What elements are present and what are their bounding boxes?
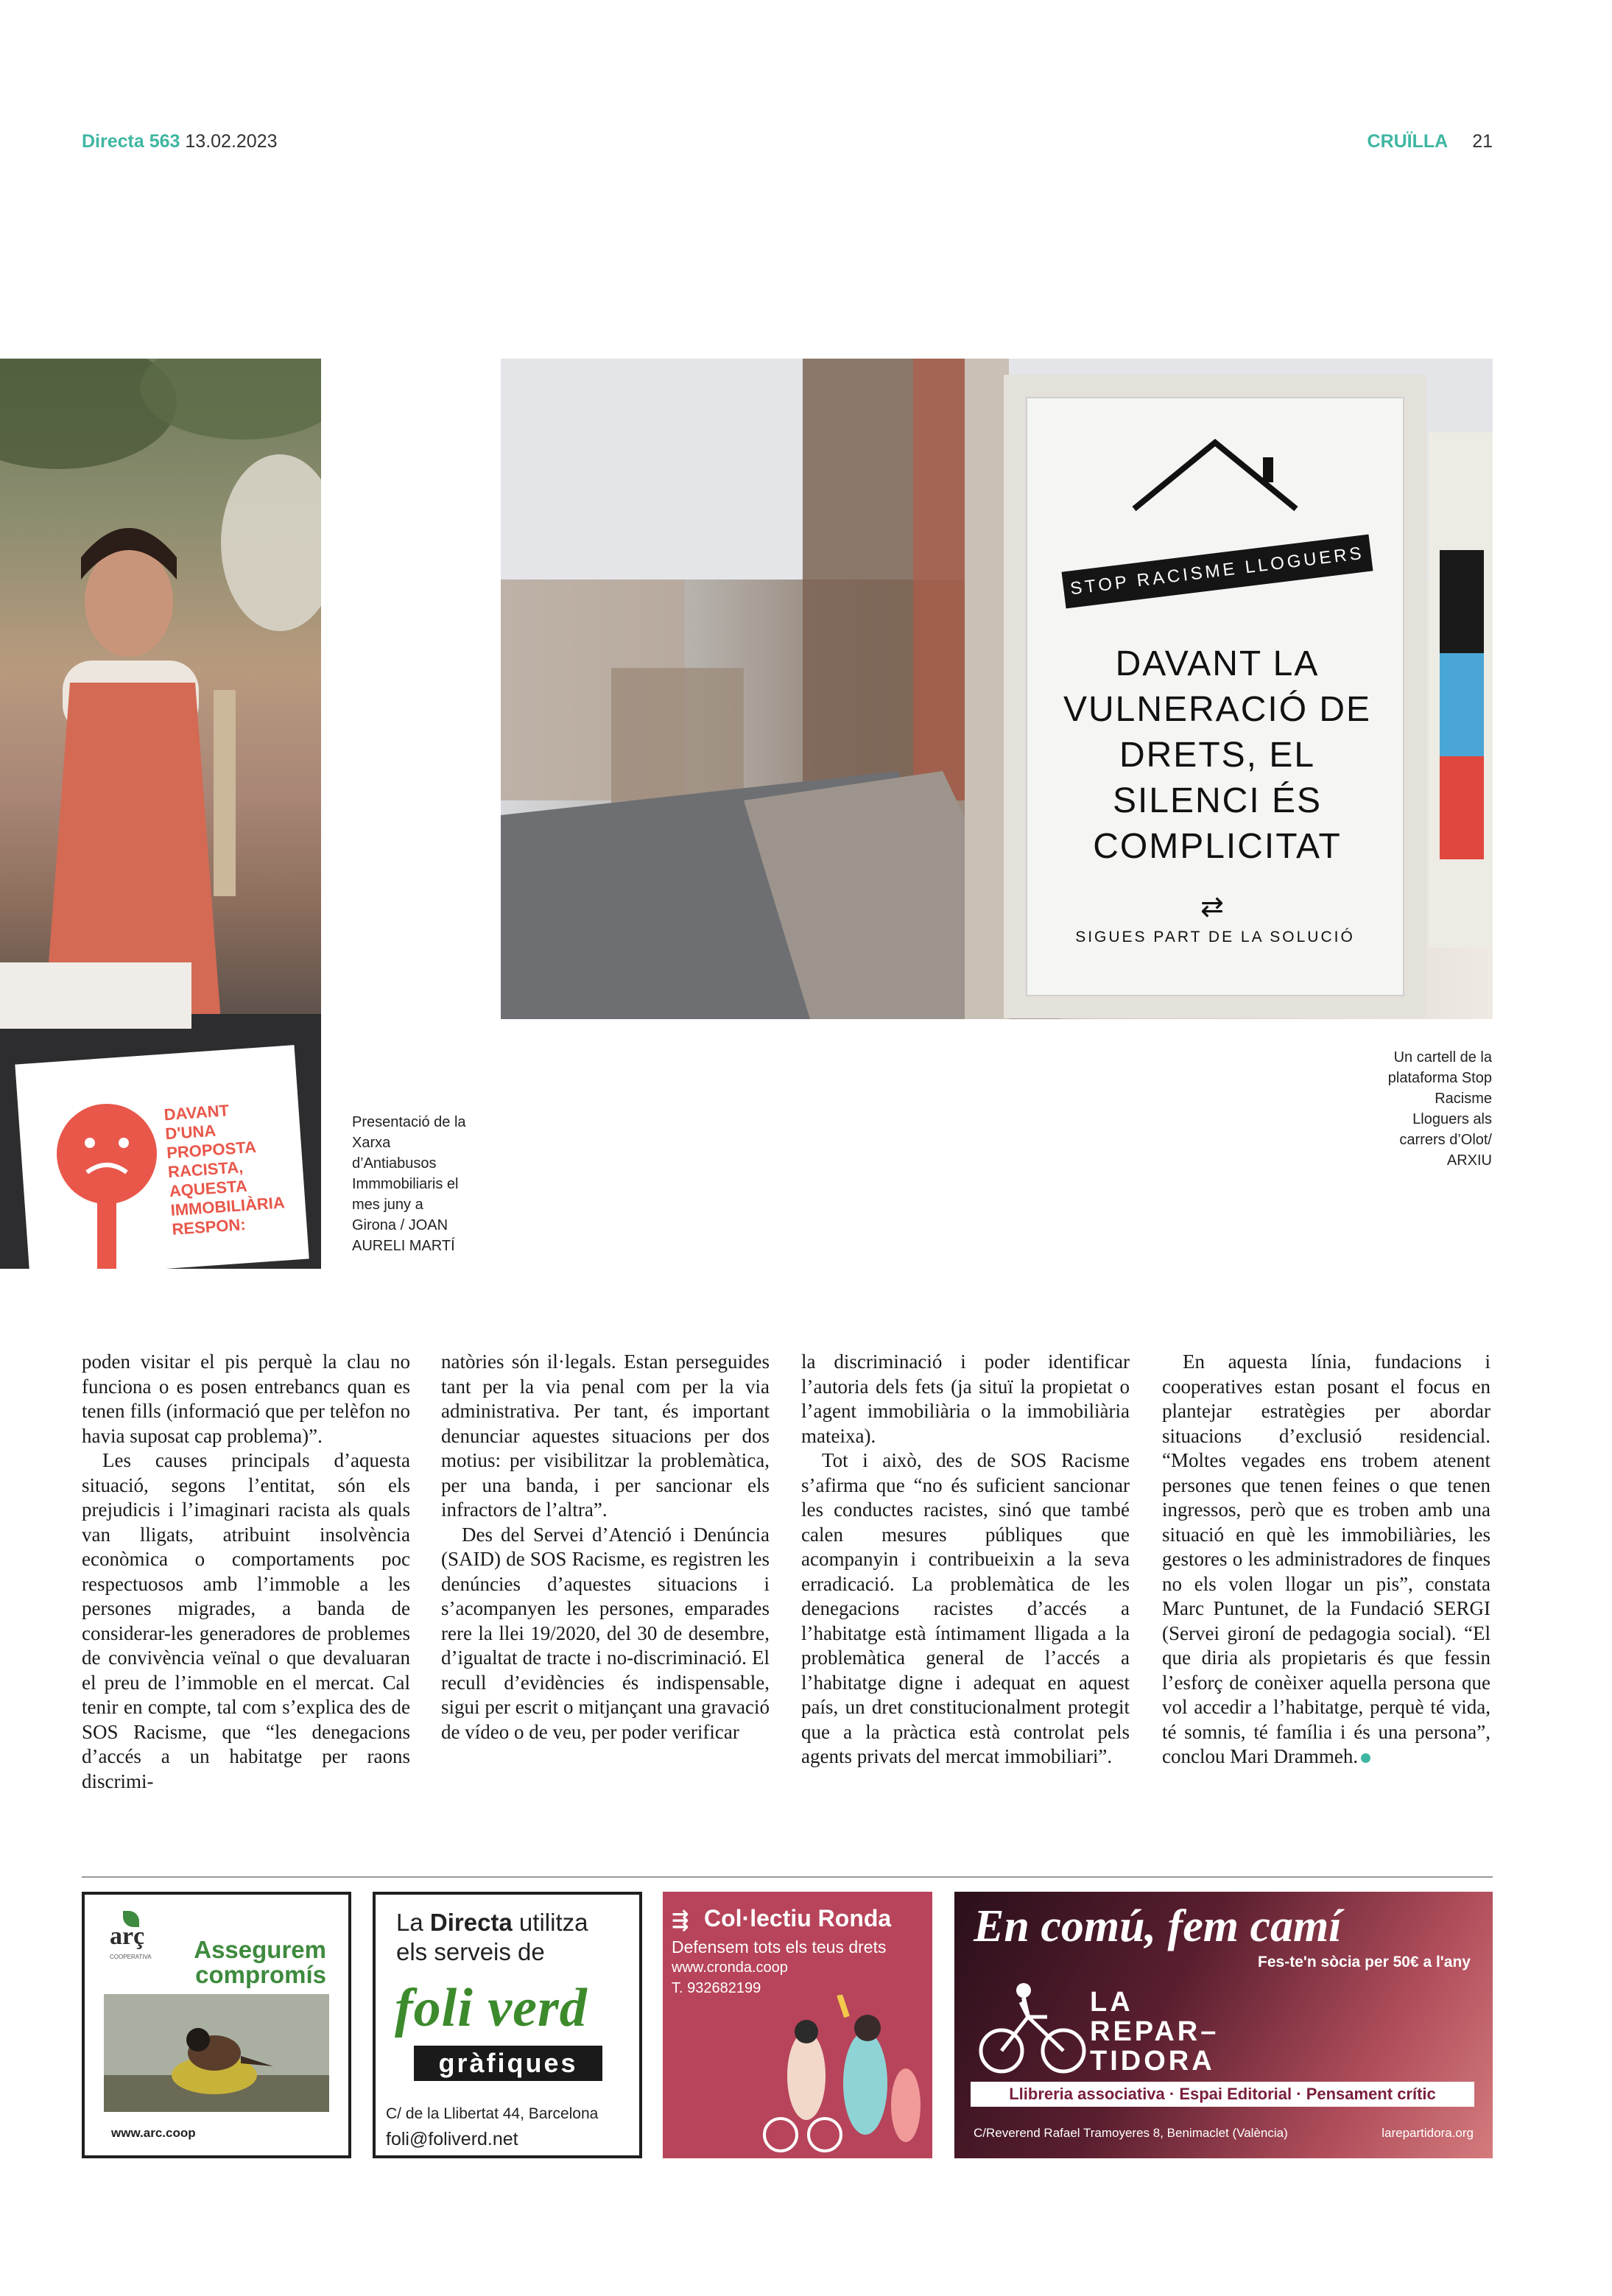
ronda-slogan: Defensem tots els teus drets [672,1937,887,1957]
paragraph: la discriminació i poder identificar l’autoria dels fets (ja situï la propietat o l’agent immobiliària o la immobiliària mateixa). [801,1351,1130,1447]
foliverd-address: C/ de la Llibertat 44, Barcelona [386,2105,599,2122]
repartidora-tagline: Llibreria associativa · Espai Editorial · Pensament crític [971,2082,1474,2107]
article-column-1 [82,1350,410,1794]
page-number: 21 [1472,131,1493,152]
foliverd-intro [396,1908,588,1967]
poster-footer: SIGUES PART DE LA SOLUCIÓ [1075,929,1355,945]
repartidora-sub: Fes-te'n sòcia per 50€ a l'any [1258,1954,1471,1971]
section-name: CRUÏLLA [1367,131,1449,152]
publication-name: Directa 563 [82,131,180,152]
ad-arc[interactable] [82,1892,351,2158]
repartidora-brand-line2: REPAR– [1090,2016,1219,2047]
photo-poster [501,359,1493,1019]
ronda-title: Col·lectiu Ronda [704,1905,892,1931]
poster [1026,397,1404,996]
house-roof-icon [1027,398,1403,546]
paragraph: natòries són il·legals. Estan perseguides tant per la via penal com per la via administrativa. Per tant, és important denunciar aquestes situacions per dos motius: per visibilitzar la problemàtica, per una banda, i per sancionar els infractors de l’altra”. [441,1351,770,1521]
foliverd-brand: foli verd [395,1978,588,2038]
ronda-url[interactable]: www.cronda.coop [672,1959,788,1976]
article-column-2 [441,1350,770,1744]
arc-slogan [194,1937,326,1987]
protest-sign-text: DAVANT D'UNA PROPOSTA RACISTA, AQUESTA IMMOBILIÀRIA RESPON: [163,1101,285,1239]
paragraph-text: En aquesta línia, fundacions i cooperatives estan posant el focus en plantejar estratègies per abordar situacions d’exclusió residencial. “Moltes vegades ens trobem atenent persones que tenen feines o que tenen ingressos, però que es troben amb una situació en què les immobiliàries, les gestores o les administradores de finques no els volen llogar un pis”, constata Marc Puntunet, de la Fundació SERGI (Servei gironí de pedagogia social). “El que diria als propietaris és que fessin l’esforç de conèixer aquella persona que vol accedir a l’habitatge, perquè té vida, té somnis, té família i és una persona”, conclou Mari Drammeh. [1162,1351,1490,1767]
bicycle-icon [976,1980,1087,2076]
repartidora-url[interactable]: larepartidora.org [1382,2126,1474,2140]
ad-la-repartidora[interactable] [954,1892,1493,2158]
bird-photo [104,1994,329,2112]
paragraph [1162,1350,1490,1769]
poster-band: STOP RACISME LLOGUERS [1062,535,1373,609]
arc-logo-sub: COOPERATIVA [110,1954,152,1960]
ad-foliverd[interactable] [373,1892,642,2158]
repartidora-address: C/Reverend Rafael Tramoyeres 8, Benimaclet (València) [974,2126,1288,2140]
photo-presentation [0,359,321,1269]
repartidora-headline: En comú, fem camí [974,1901,1342,1951]
repartidora-brand-line1: LA [1090,1987,1133,2018]
end-of-article-dot-icon [1361,1753,1370,1763]
ad-collectiu-ronda[interactable] [663,1892,932,2158]
issue-date: 13.02.2023 [185,131,278,152]
article-column-3 [801,1350,1130,1769]
foliverd-line1-post: utilitza [512,1909,588,1936]
ads-divider [82,1876,1493,1878]
ronda-illustration [736,1995,932,2158]
arc-slogan-line1: Assegurem [194,1936,326,1963]
foliverd-line1-pre: La [396,1909,430,1936]
ronda-phone: T. 932682199 [672,1980,761,1996]
arc-logo: arç [110,1923,145,1950]
article-column-4 [1162,1350,1490,1769]
foliverd-line1-bold: Directa [429,1909,513,1936]
paragraph: Les causes principals d’aquesta situació, segons l’entitat, són els prejudicis i l’imaginari racista als quals van lligats, atribuint insolvència econòmica o comportaments poc respectuosos amb l’immoble a les persones migrades, a banda de considerar-les generadores de problemes de convivència veïnal o que devaluaran el preu de l’immoble en el mercat. Cal tenir en compte, tal com s’explica des de SOS Racisme, que “les denegacions d’accés a un habitatge per raons discrimi- [82,1449,410,1792]
poster-slogan: DAVANT LA VULNERACIÓ DE DRETS, EL SILENCI ÉS COMPLICITAT [1063,644,1372,866]
paragraph: poden visitar el pis perquè la clau no funciona o es posen entrebancs quan es tenen fills (informació que per telèfon no havia suposat cap problema)”. [82,1351,410,1447]
repartidora-brand [1090,1987,1219,2076]
ronda-logo-icon: ⇶ [672,1909,689,1931]
paragraph: Tot i això, des de SOS Racisme s’afirma que “no és suficient sancionar les conductes racistes, sinó que també calen mesures públiques que acompanyin i contribueixin a la seva erradicació. La problemàtica de les denegacions racistes d’accés a l’habitatge està íntimament lligada a la problemàtica general de l’accés a l’habitatge digne i adequat en aquest país, un dret constitucionalment protegit que a la pràctica està controlat pels agents privats del mercat immobiliari”. [801,1449,1130,1767]
foliverd-line2: els serveis de [396,1938,545,1965]
exchange-arrows-icon: ⇄ [1200,890,1224,923]
repartidora-brand-line3: TIDORA [1090,2046,1215,2077]
paragraph: Des del Servei d’Atenció i Denúncia (SAID) de SOS Racisme, es registren les denúncies d’aquestes situacions i s’acompanyen les persones, emparades rere la llei 19/2020, del 30 de desembre, d’igualtat de tracte i no-discriminació. El recull d’evidències és indispensable, sigui per escrit o mitjançant una gravació de vídeo o de veu, per poder verificar [441,1523,770,1743]
foliverd-brand-sub: gràfiques [414,2046,602,2081]
photo-scene [0,359,321,1269]
arc-url[interactable]: www.arc.coop [111,2126,196,2140]
photo-caption-left: Presentació de la Xarxa d’Antiabusos Immmobiliaris el mes juny a Girona / JOAN AURELI MARTÍ [352,1114,466,1254]
foliverd-email[interactable]: foli@foliverd.net [386,2129,518,2149]
photo-caption-right: Un cartell de la plataforma Stop Racisme Lloguers als carrers d’Olot/ ARXIU [1387,1049,1492,1169]
page-header [82,131,278,152]
page-header-right [1368,131,1493,152]
arc-slogan-line2: compromís [195,1961,326,1988]
